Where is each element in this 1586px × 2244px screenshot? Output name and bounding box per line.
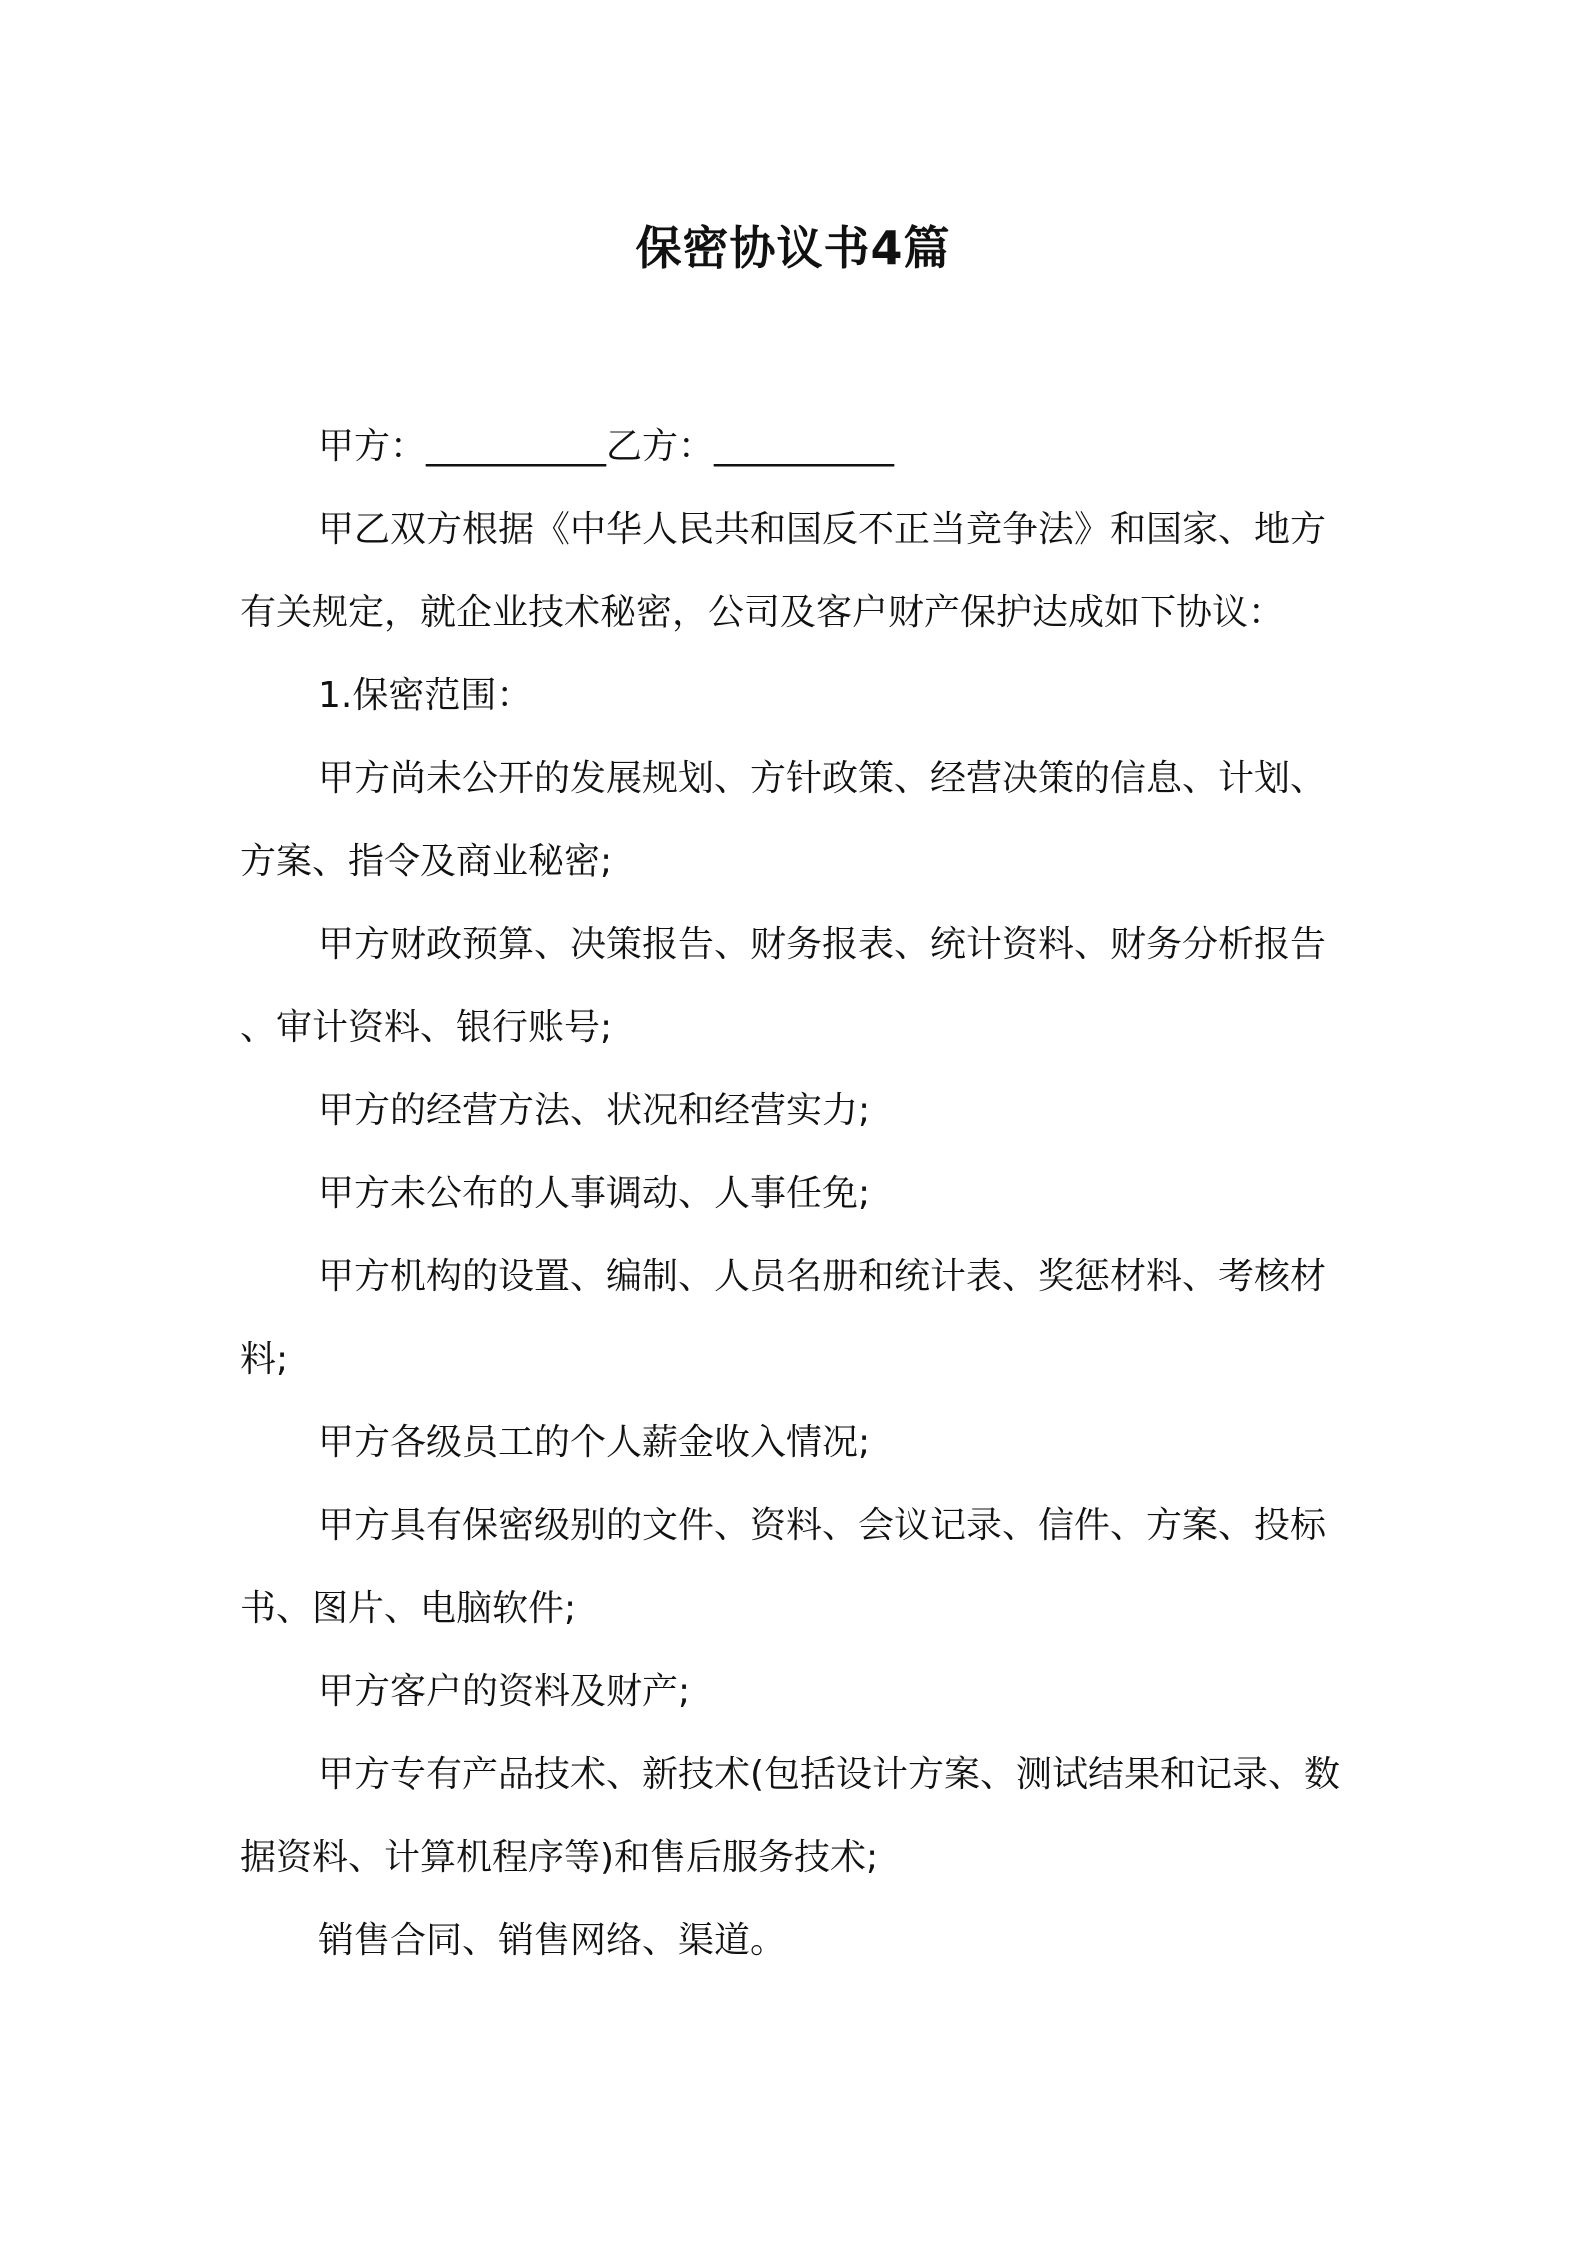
scope-item: 甲方的经营方法、状况和经营实力;	[318, 1090, 871, 1131]
party-line: 甲方：__________乙方：__________	[318, 426, 895, 467]
scope-item: 甲方具有保密级别的文件、资料、会议记录、信件、方案、投标书、图片、电脑软件;	[240, 1505, 1327, 1629]
scope-item: 甲方财政预算、决策报告、财务报表、统计资料、财务分析报告、审计资料、银行账号;	[240, 924, 1327, 1048]
document-title: 保密协议书4篇	[635, 221, 951, 275]
intro-paragraph: 甲乙双方根据《中华人民共和国反不正当竞争法》和国家、地方有关规定，就企业技术秘密，公司及客户财产保护达成如下协议：	[240, 509, 1327, 633]
scope-item: 甲方专有产品技术、新技术(包括设计方案、测试结果和记录、数据资料、计算机程序等)和售后服务技术;	[240, 1754, 1341, 1878]
scope-item: 甲方各级员工的个人薪金收入情况;	[318, 1422, 871, 1463]
scope-item: 甲方机构的设置、编制、人员名册和统计表、奖惩材料、考核材料;	[240, 1256, 1327, 1380]
scope-item: 销售合同、销售网络、渠道。	[318, 1920, 787, 1961]
scope-item: 甲方客户的资料及财产;	[318, 1671, 691, 1712]
section-heading: 1.保密范围：	[318, 675, 533, 716]
scope-item: 甲方尚未公开的发展规划、方针政策、经营决策的信息、计划、方案、指令及商业秘密;	[240, 758, 1327, 882]
scope-item: 甲方未公布的人事调动、人事任免;	[318, 1173, 871, 1214]
document-body	[240, 405, 1358, 1982]
